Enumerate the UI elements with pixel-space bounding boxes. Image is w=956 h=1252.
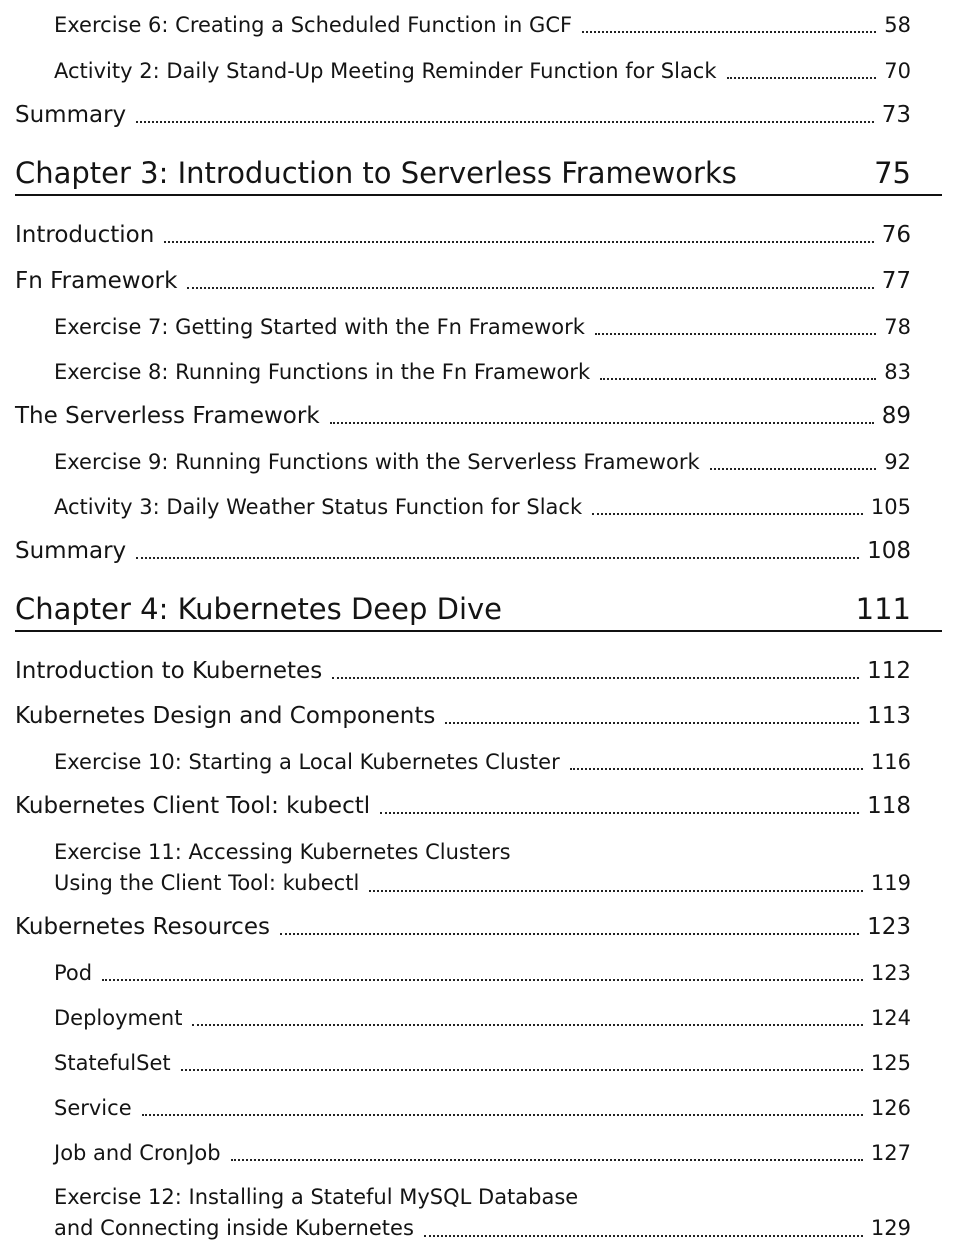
toc-entry-page: 125 (870, 1051, 911, 1075)
toc-entry-title: Fn Framework (15, 268, 178, 294)
dot-leader (164, 241, 873, 243)
toc-entry-intro-kubernetes[interactable] (15, 656, 911, 686)
dot-leader (136, 557, 859, 559)
toc-entry-page: 83 (884, 360, 911, 384)
toc-entry-title: Kubernetes Design and Components (15, 703, 436, 729)
toc-entry-page: 123 (870, 961, 911, 985)
chapter-4-heading[interactable] (15, 591, 911, 627)
toc-entry-exercise-10[interactable] (54, 747, 911, 777)
chapter-page: 111 (855, 592, 911, 626)
dot-leader (102, 979, 863, 981)
toc-entry-title: Exercise 10: Starting a Local Kubernetes Cluster (54, 750, 560, 774)
dot-leader (445, 722, 859, 724)
toc-entry-page: 123 (867, 914, 911, 940)
toc-entry-title: Activity 3: Daily Weather Status Function for Slack (54, 495, 583, 519)
dot-leader (570, 768, 863, 770)
toc-entry-pod[interactable] (54, 958, 911, 988)
toc-entry-title-line1: Exercise 11: Accessing Kubernetes Clusters (54, 840, 511, 864)
toc-entry-title-line2: Using the Client Tool: kubectl (54, 871, 360, 895)
dot-leader (136, 121, 874, 123)
toc-entry-page: 108 (867, 538, 911, 564)
toc-entry-title: Service (54, 1096, 132, 1120)
toc-entry-page: 127 (870, 1141, 911, 1165)
toc-entry-statefulset[interactable] (54, 1048, 911, 1078)
toc-entry-exercise-8[interactable] (54, 357, 911, 387)
toc-entry-page: 118 (867, 793, 911, 819)
dot-leader (192, 1024, 862, 1026)
toc-entry-page: 92 (884, 450, 911, 474)
toc-entry-page: 116 (870, 750, 911, 774)
toc-entry-title: Exercise 7: Getting Started with the Fn Framework (54, 315, 585, 339)
dot-leader (710, 468, 877, 470)
toc-entry-page: 124 (870, 1006, 911, 1030)
toc-entry-title: Exercise 9: Running Functions with the Serverless Framework (54, 450, 700, 474)
toc-entry-summary-ch2[interactable] (15, 100, 911, 130)
dot-leader (181, 1069, 863, 1071)
toc-entry-title-line1: Exercise 12: Installing a Stateful MySQL Database (54, 1185, 579, 1209)
toc-entry-title: Introduction to Kubernetes (15, 658, 323, 684)
toc-entry-deployment[interactable] (54, 1003, 911, 1033)
toc-entry-title: Pod (54, 961, 93, 985)
dot-leader (380, 812, 859, 814)
dot-leader (187, 287, 873, 289)
toc-entry-title: Deployment (54, 1006, 183, 1030)
dot-leader (369, 890, 863, 892)
dot-leader (330, 422, 874, 424)
toc-entry-page: 78 (884, 315, 911, 339)
toc-entry-page: 73 (881, 102, 911, 128)
toc-entry-title: Introduction (15, 222, 155, 248)
toc-entry-summary-ch3[interactable] (15, 536, 911, 566)
dot-leader (280, 933, 859, 935)
toc-entry-introduction[interactable] (15, 220, 911, 250)
toc-entry-title: StatefulSet (54, 1051, 171, 1075)
toc-entry-design-components[interactable] (15, 701, 911, 731)
toc-entry-page: 113 (867, 703, 911, 729)
toc-entry-exercise-6[interactable] (54, 10, 911, 40)
toc-entry-fn-framework[interactable] (15, 266, 911, 296)
toc-entry-title: Activity 2: Daily Stand-Up Meeting Reminder Function for Slack (54, 59, 717, 83)
dot-leader (424, 1235, 863, 1237)
toc-entry-exercise-9[interactable] (54, 447, 911, 477)
toc-entry-title: Kubernetes Client Tool: kubectl (15, 793, 371, 819)
toc-entry-serverless-framework[interactable] (15, 401, 911, 431)
toc-entry-job-cronjob[interactable] (54, 1138, 911, 1168)
toc-entry-kubectl[interactable] (15, 791, 911, 821)
toc-entry-exercise-7[interactable] (54, 312, 911, 342)
toc-entry-page: 129 (870, 1216, 911, 1240)
dot-leader (727, 77, 877, 79)
dot-leader (332, 677, 859, 679)
toc-entry-title: The Serverless Framework (15, 403, 320, 429)
toc-entry-page: 70 (884, 59, 911, 83)
toc-entry-page: 77 (881, 268, 911, 294)
dot-leader (595, 333, 876, 335)
toc-entry-title: Exercise 6: Creating a Scheduled Function in GCF (54, 13, 573, 37)
dot-leader (582, 31, 876, 33)
toc-entry-title: Kubernetes Resources (15, 914, 270, 940)
chapter-page: 75 (874, 156, 911, 190)
toc-entry-page: 105 (870, 495, 911, 519)
toc-entry-service[interactable] (54, 1093, 911, 1123)
toc-entry-title-line2: and Connecting inside Kubernetes (54, 1216, 414, 1240)
chapter-3-heading[interactable] (15, 155, 911, 191)
toc-entry-title: Summary (15, 538, 127, 564)
chapter-title: Chapter 4: Kubernetes Deep Dive (15, 592, 503, 626)
toc-entry-page: 76 (881, 222, 911, 248)
toc-entry-activity-2[interactable] (54, 56, 911, 86)
toc-entry-activity-3[interactable] (54, 492, 911, 522)
dot-leader (231, 1159, 863, 1161)
toc-entry-page: 112 (867, 658, 911, 684)
toc-entry-title: Job and CronJob (54, 1141, 221, 1165)
toc-entry-page: 119 (870, 871, 911, 895)
toc-entry-page: 89 (881, 403, 911, 429)
dot-leader (142, 1114, 863, 1116)
chapter-title: Chapter 3: Introduction to Serverless Frameworks (15, 156, 737, 190)
toc-entry-page: 126 (870, 1096, 911, 1120)
toc-entry-kubernetes-resources[interactable] (15, 912, 911, 942)
toc-entry-title: Exercise 8: Running Functions in the Fn Framework (54, 360, 591, 384)
toc-entry-page: 58 (884, 13, 911, 37)
toc-entry-exercise-11[interactable] (54, 837, 911, 899)
dot-leader (592, 513, 863, 515)
toc-entry-title: Summary (15, 102, 127, 128)
dot-leader (600, 378, 876, 380)
chapter-divider (15, 630, 942, 632)
toc-entry-exercise-12[interactable] (54, 1182, 911, 1244)
chapter-divider (15, 194, 942, 196)
